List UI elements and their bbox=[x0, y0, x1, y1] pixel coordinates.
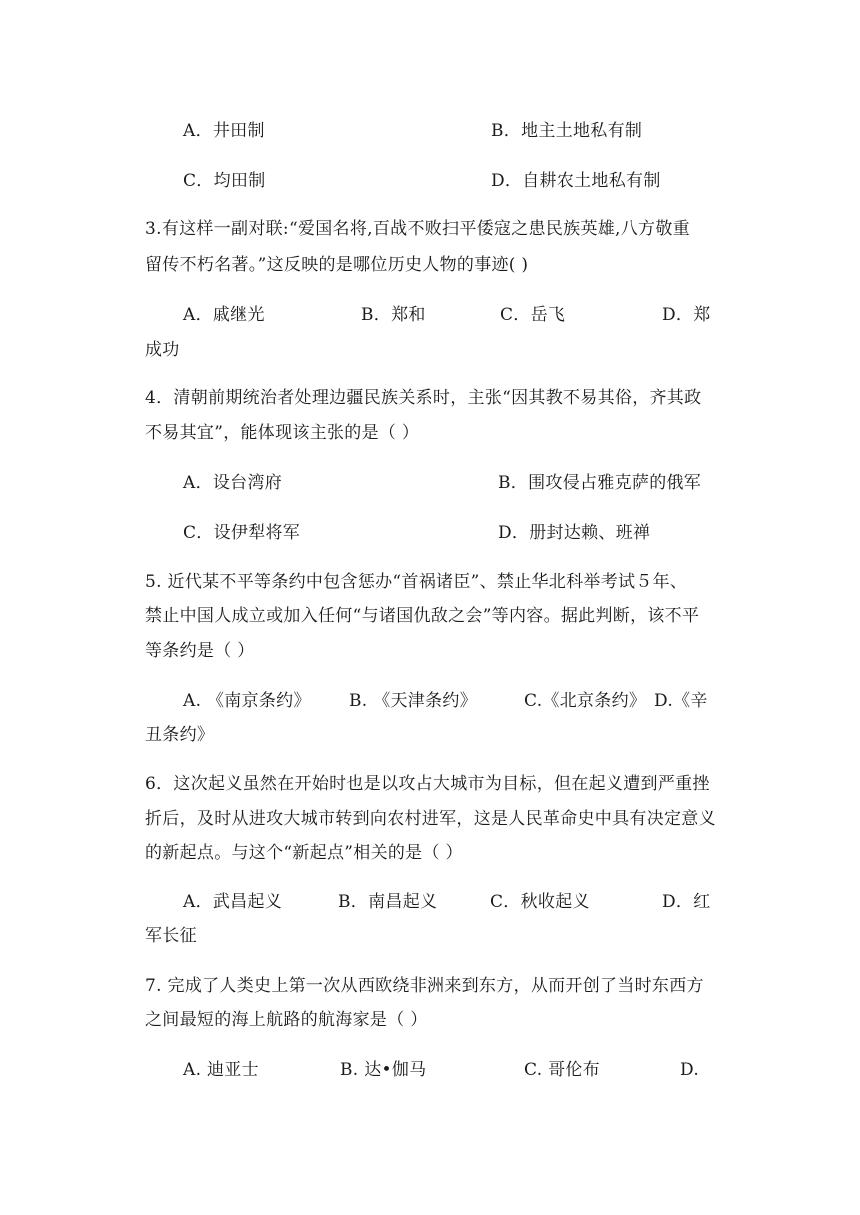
q3-stem-line2: 留传不朽名著。”这反映的是哪位历史人物的事迹( ) bbox=[145, 255, 529, 275]
q5-option-c: C.《北京条约》 bbox=[524, 691, 647, 711]
q5-option-d-continued: 丑条约》 bbox=[145, 725, 215, 745]
q5-option-a: A. 《南京条约》 bbox=[183, 691, 311, 711]
q5-stem-line3: 等条约是（ ） bbox=[145, 641, 255, 661]
q6-option-c: C．秋收起义 bbox=[490, 892, 590, 912]
q6-stem-line2: 折后，及时从进攻大城市转到向农村进军，这是人民革命史中具有决定意义 bbox=[145, 809, 716, 829]
q6-option-d-continued: 军长征 bbox=[145, 926, 197, 946]
q7-option-a: A. 迪亚士 bbox=[183, 1060, 259, 1080]
q7-option-b: B. 达•伽马 bbox=[340, 1060, 427, 1080]
q2-option-d: D．自耕农土地私有制 bbox=[491, 171, 661, 191]
q6-stem-line1: 6．这次起义虽然在开始时也是以攻占大城市为目标，但在起义遭到严重挫 bbox=[145, 774, 710, 794]
q7-stem-line1: 7. 完成了人类史上第一次从西欧绕非洲来到东方，从而开创了当时东西方 bbox=[145, 976, 704, 996]
q3-option-c: C．岳飞 bbox=[500, 305, 566, 325]
q7-option-c: C. 哥伦布 bbox=[524, 1060, 601, 1080]
q2-option-a: A．井田制 bbox=[183, 121, 265, 141]
q4-option-c: C．设伊犁将军 bbox=[183, 523, 301, 543]
q2-option-c: C．均田制 bbox=[183, 171, 266, 191]
q4-stem-line2: 不易其宜”，能体现该主张的是（ ） bbox=[145, 423, 420, 443]
q7-stem-line2: 之间最短的海上航路的航海家是（ ） bbox=[145, 1010, 428, 1030]
q5-option-d: D.《辛 bbox=[654, 691, 708, 711]
q3-option-a: A．戚继光 bbox=[183, 305, 265, 325]
q4-option-b: B．围攻侵占雅克萨的俄军 bbox=[498, 473, 702, 493]
q6-option-a: A．武昌起义 bbox=[183, 892, 283, 912]
q6-option-d: D．红 bbox=[662, 892, 711, 912]
q4-option-d: D．册封达赖、班禅 bbox=[498, 523, 651, 543]
q2-option-b: B．地主土地私有制 bbox=[491, 121, 643, 141]
q7-option-d: D. bbox=[680, 1060, 700, 1080]
q3-option-d: D．郑 bbox=[662, 305, 711, 325]
q4-option-a: A．设台湾府 bbox=[183, 473, 283, 493]
q5-stem-line1: 5. 近代某不平等条约中包含惩办“首祸诸臣”、禁止华北科举考试５年、 bbox=[145, 572, 688, 592]
q6-option-b: B．南昌起义 bbox=[338, 892, 438, 912]
q3-option-b: B．郑和 bbox=[361, 305, 426, 325]
q5-option-b: B. 《天津条约》 bbox=[349, 691, 477, 711]
q6-stem-line3: 的新起点。与这个“新起点”相关的是（ ） bbox=[145, 843, 463, 863]
q5-stem-line2: 禁止中国人成立或加入任何“与诸国仇敌之会”等内容。据此判断，该不平 bbox=[145, 606, 700, 626]
q3-option-d-continued: 成功 bbox=[145, 340, 180, 360]
q4-stem-line1: 4．清朝前期统治者处理边疆民族关系时，主张“因其教不易其俗，齐其政 bbox=[145, 388, 702, 408]
q3-stem-line1: 3.有这样一副对联:“爱国名将,百战不败扫平倭寇之患民族英雄,八方敬重 bbox=[145, 219, 690, 239]
